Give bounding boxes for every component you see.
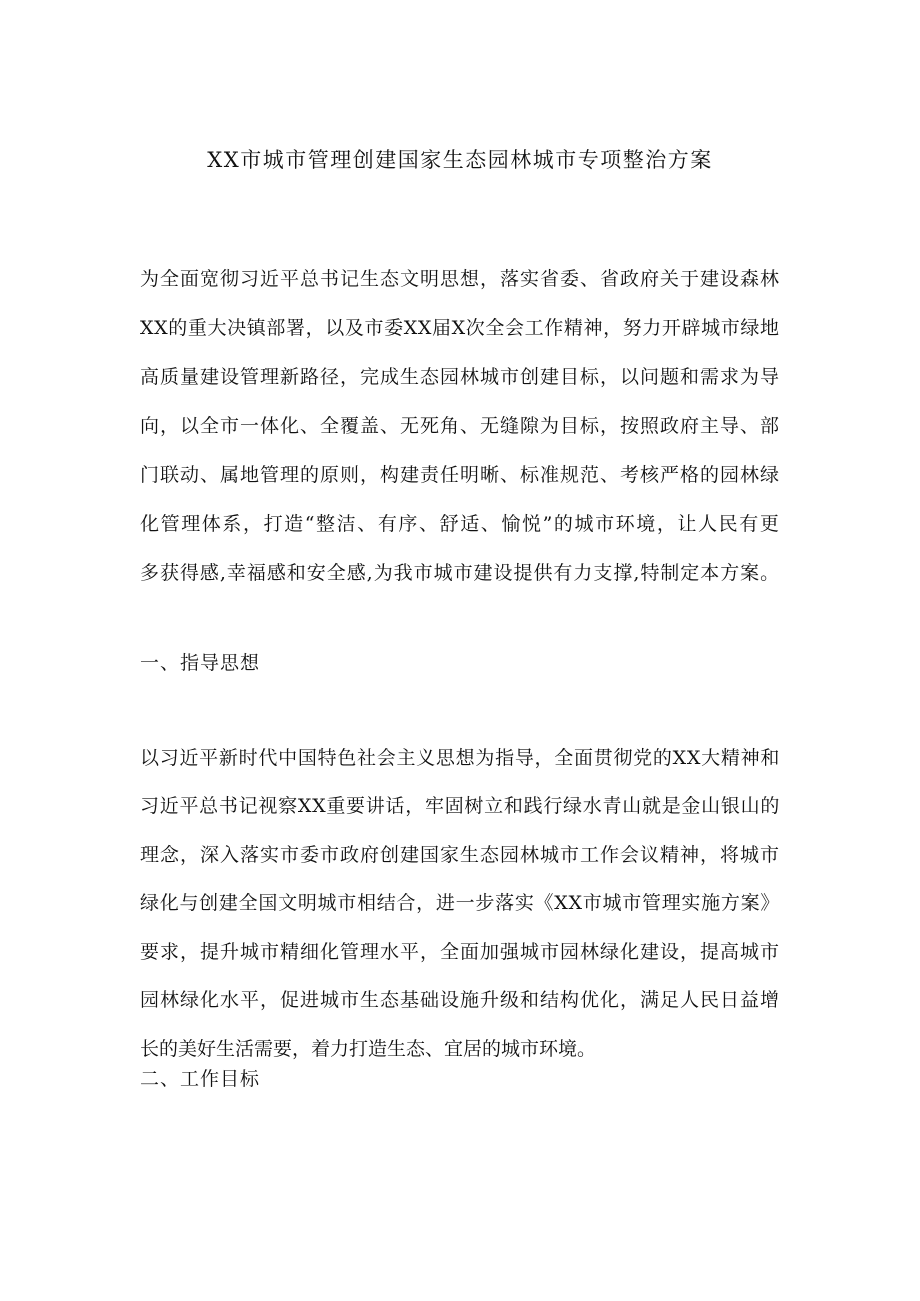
paragraph-line: XX的重大决镇部署，以及市委XX届X次全会工作精神，努力开辟城市绿地 [140, 317, 780, 339]
paragraph-line: 绿化与创建全国文明城市相结合，进一步落实《XX市城市管理实施方案》 [140, 892, 781, 914]
paragraph-line: 为全面宽彻习近平总书记生态文明思想，落实省委、省政府关于建设森林 [140, 268, 781, 290]
paragraph-line: 要求，提升城市精细化管理水平，全面加强城市园林绿化建设，提高城市 [140, 941, 781, 963]
paragraph-line: 多获得感,幸福感和安全感,为我市城市建设提供有力支撑,特制定本方案。 [140, 562, 781, 584]
paragraph-line: 高质量建设管理新路径，完成生态园林城市创建目标，以问题和需求为导 [140, 366, 781, 388]
paragraph-line: 习近平总书记视察XX重要讲话，牢固树立和践行绿水青山就是金山银山的 [140, 795, 781, 817]
section-heading-work-goals: 二、工作目标 [140, 1068, 261, 1090]
paragraph-line: 向，以全市一体化、全覆盖、无死角、无缝隙为目标，按照政府主导、部 [140, 415, 781, 437]
document-title: XX市城市管理创建国家生态园林城市专项整治方案 [207, 148, 713, 172]
paragraph-line: 理念，深入落实市委市政府创建国家生态园林城市工作会议精神，将城市 [140, 844, 781, 866]
section-heading-guiding-ideology: 一、指导思想 [140, 652, 261, 674]
paragraph-line: 园林绿化水平，促进城市生态基础设施升级和结构优化，满足人民日益增 [140, 989, 781, 1011]
paragraph-line: 以习近平新时代中国特色社会主义思想为指导，全面贯彻党的XX大精神和 [140, 747, 781, 769]
paragraph-line: 长的美好生活需要，着力打造生态、宜居的城市环境。 [140, 1038, 597, 1060]
paragraph-line: 门联动、属地管理的原则，构建责任明晰、标准规范、考核严格的园林绿 [140, 464, 781, 486]
paragraph-line: 化管理体系，打造“整洁、有序、舒适、愉悦”的城市环境，让人民有更 [140, 513, 781, 535]
